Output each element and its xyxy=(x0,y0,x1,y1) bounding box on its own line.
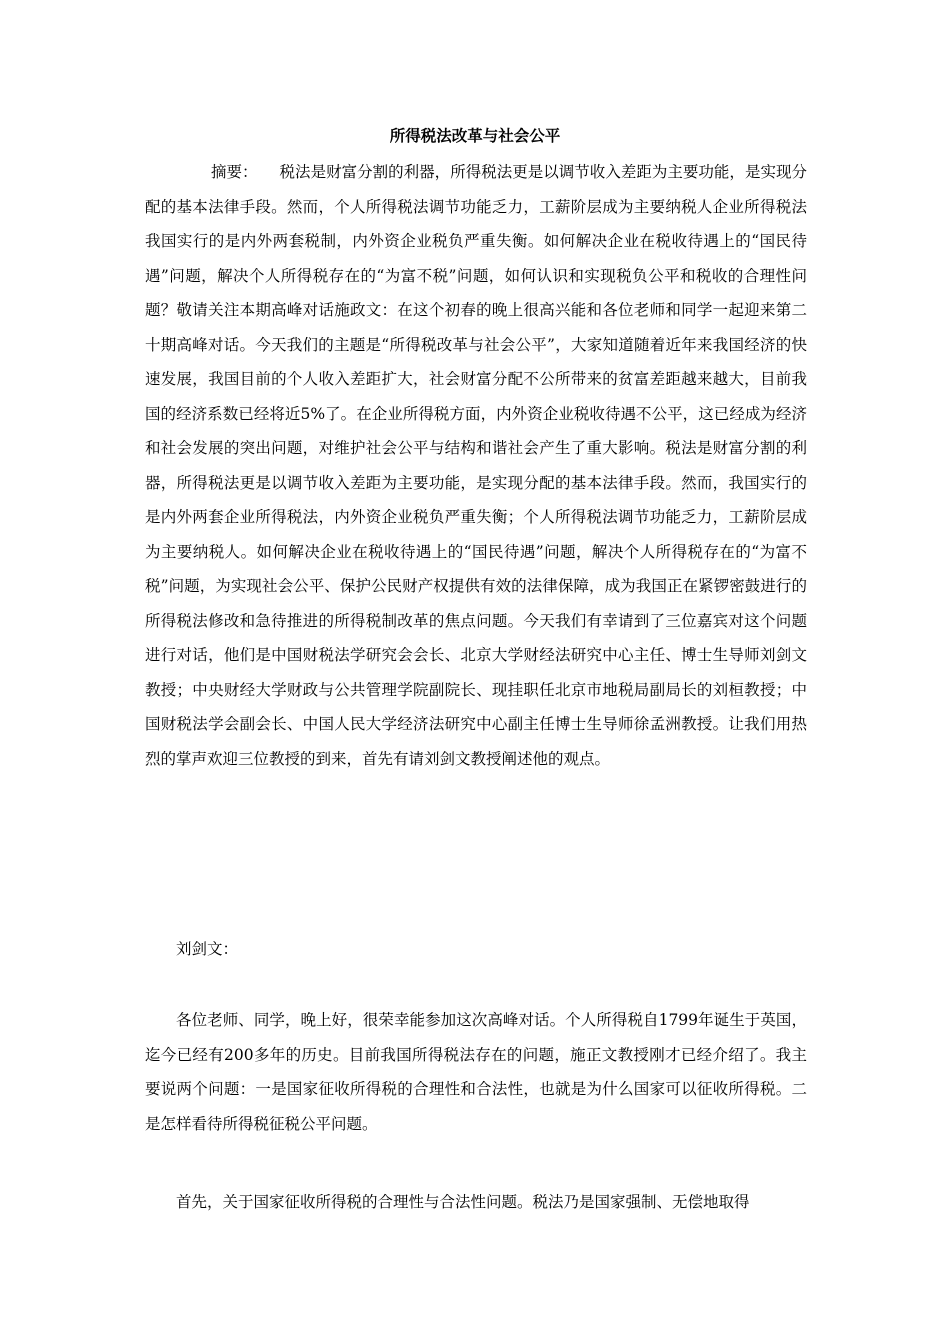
abstract-label: 摘要： xyxy=(211,163,258,181)
document-title: 所得税法改革与社会公平 xyxy=(389,127,561,145)
abstract-text: 税法是财富分割的利器，所得税法更是以调节收入差距为主要功能，是实现分配的基本法律手段。然而，个人所得税法调节功能乏力，工薪阶层成为主要纳税人企业所得税法我国实行的是内外两套税制，内外资企业税负严重失衡。如何解决企业在税收待遇上的“国民待遇”问题，解决个人所得税存在的“为富不税”问题，如何认识和实现税负公平和税收的合理性问题？敬请关注本期高峰对话施政文：在这个初春的晚上很高兴能和各位老师和同学一起迎来第二十期高峰对话。今天我们的主题是“所得税改革与社会公平”，大家知道随着近年来我国经济的快速发展，我国目前的个人收入差距扩大，社会财富分配不公所带来的贫富差距越来越大，目前我国的经济系数已经将近5%了。在企业所得税方面，内外资企业税收待遇不公平，这已经成为经济和社会发展的突出问题，对维护社会公平与结构和谐社会产生了重大影响。税法是财富分割的利器，所得税法更是以调节收入差距为主要功能，是实现分配的基本法律手段。然而，我国实行的是内外两套企业所得税法，内外资企业税负严重失衡；个人所得税法调节功能乏力，工薪阶层成为主要纳税人。如何解决企业在税收待遇上的“国民待遇”问题，解决个人所得税存在的“为富不税”问题，为实现社会公平、保护公民财产权提供有效的法律保障，成为我国正在紧锣密鼓进行的所得税法修改和急待推进的所得税制改革的焦点问题。今天我们有幸请到了三位嘉宾对这个问题进行对话，他们是中国财税法学研究会会长、北京大学财经法研究中心主任、博士生导师刘剑文教授；中央财经大学财政与公共管理学院副院长、现挂职任北京市地税局副局长的刘桓教授；中国财税法学会副会长、中国人民大学经济法研究中心副主任博士生导师徐孟洲教授。让我们用热烈的掌声欢迎三位教授的到来，首先有请刘剑文教授阐述他的观点。 xyxy=(145,163,807,768)
abstract-paragraph xyxy=(145,155,807,776)
body-paragraph-1 xyxy=(145,1003,807,1141)
speaker-line xyxy=(145,932,807,967)
body-paragraph-2 xyxy=(145,1185,807,1220)
paragraph-text-2: 首先，关于国家征收所得税的合理性与合法性问题。税法乃是国家强制、无偿地取得 xyxy=(176,1193,750,1211)
paragraph-text-1: 各位老师、同学，晚上好，很荣幸能参加这次高峰对话。个人所得税自1799年诞生于英国，迄今已经有200多年的历史。目前我国所得税法存在的问题，施正文教授刚才已经介绍了。我主要说两个问题：一是国家征收所得税的合理性和合法性，也就是为什么国家可以征收所得税。二是怎样看待所得税征税公平问题。 xyxy=(145,1011,807,1133)
speaker-name: 刘剑文： xyxy=(176,940,239,958)
